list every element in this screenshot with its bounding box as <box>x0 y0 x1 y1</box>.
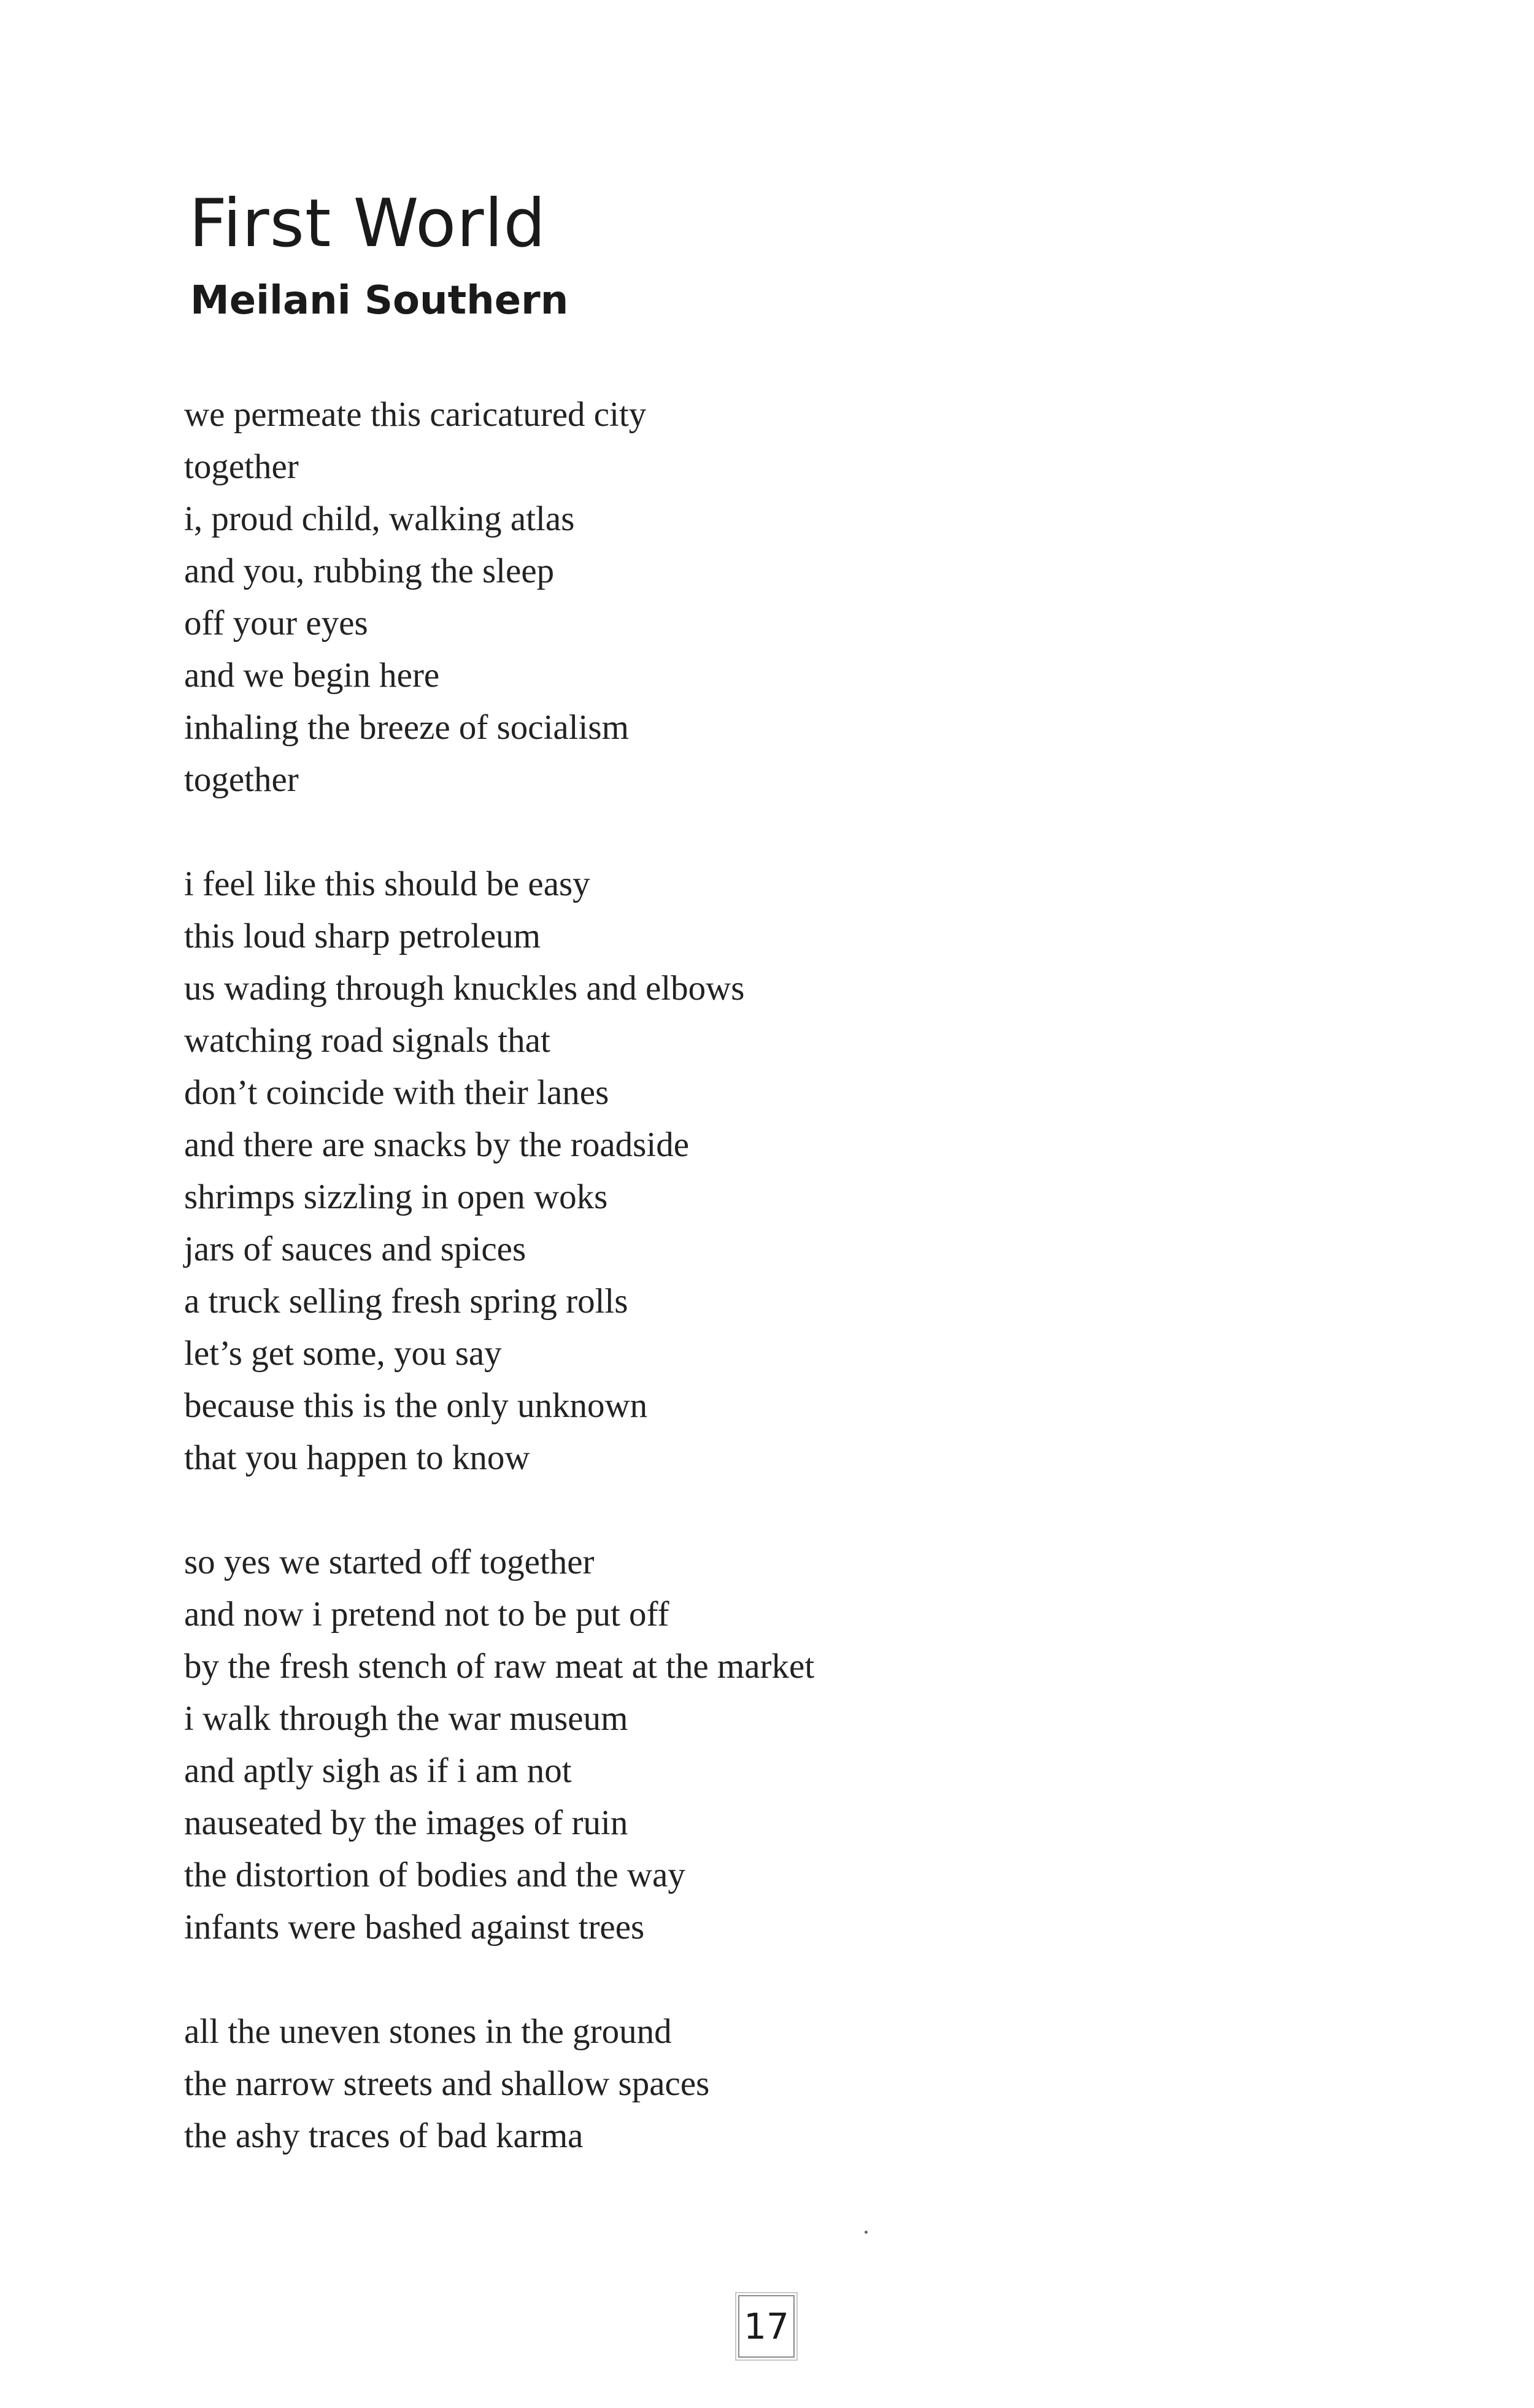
poem-line: don’t coincide with their lanes <box>184 1073 609 1112</box>
poem-line: and aptly sigh as if i am not <box>184 1751 572 1790</box>
poem-line: inhaling the breeze of socialism <box>184 708 629 747</box>
poem-line: the distortion of bodies and the way <box>184 1856 685 1894</box>
poem-line: i feel like this should be easy <box>184 865 590 903</box>
poem-line: this loud sharp petroleum <box>184 917 541 955</box>
poem-line: and we begin here <box>184 656 440 695</box>
poem-line: the narrow streets and shallow spaces <box>184 2064 710 2103</box>
poem-line: that you happen to know <box>184 1438 530 1477</box>
poem-line: nauseated by the images of ruin <box>184 1804 628 1842</box>
poem-line: off your eyes <box>184 604 368 643</box>
poem-line: we permeate this caricatured city <box>184 395 647 434</box>
poem-line: and you, rubbing the sleep <box>184 552 555 590</box>
poem-line: and now i pretend not to be put off <box>184 1595 669 1634</box>
stanza-2 <box>184 858 1289 1484</box>
poem-line: let’s get some, you say <box>184 1334 502 1373</box>
poem-line: shrimps sizzling in open woks <box>184 1178 608 1216</box>
scan-speck <box>865 2231 868 2234</box>
poem-line: i, proud child, walking atlas <box>184 500 575 538</box>
poem-line: jars of sauces and spices <box>184 1230 526 1268</box>
poem-line: a truck selling fresh spring rolls <box>184 1282 628 1321</box>
stanza-3 <box>184 1536 1289 1953</box>
page-number: 17 <box>738 2295 795 2358</box>
poem-line: infants were bashed against trees <box>184 1908 645 1947</box>
poem-line: by the fresh stench of raw meat at the market <box>184 1647 815 1686</box>
poem-line: watching road signals that <box>184 1021 550 1060</box>
poem-title: First World <box>189 185 547 262</box>
poem-line: together <box>184 760 299 799</box>
poem-line: the ashy traces of bad karma <box>184 2117 584 2155</box>
stanza-1 <box>184 388 1289 806</box>
poem-line: all the uneven stones in the ground <box>184 2012 672 2051</box>
stanza-4 <box>184 2005 1289 2162</box>
poem-line: so yes we started off together <box>184 1543 595 1581</box>
poem-body <box>184 388 1289 2214</box>
poem-line: and there are snacks by the roadside <box>184 1125 689 1164</box>
poem-line: i walk through the war museum <box>184 1699 628 1738</box>
poem-line: together <box>184 447 299 486</box>
poem-line: us wading through knuckles and elbows <box>184 969 745 1008</box>
poem-line: because this is the only unknown <box>184 1386 648 1425</box>
poem-author: Meilani Southern <box>190 278 569 323</box>
